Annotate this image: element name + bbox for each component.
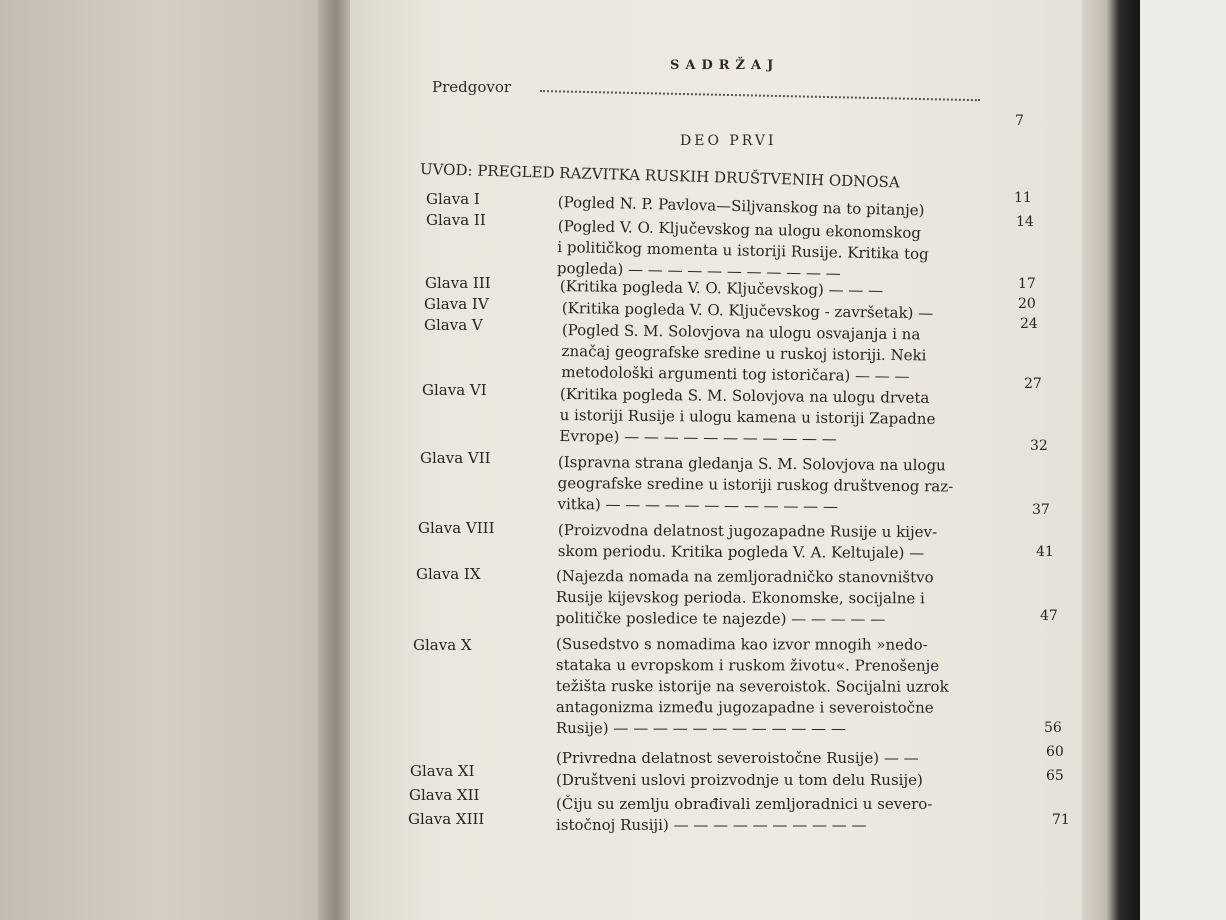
chapter-page: 37 xyxy=(1032,502,1050,518)
chapter-description: (Pogled S. M. Solovjova na ulogu osvajanja i na značaj geografske sredine u ruskoj istoriji. Neki metodološki argumenti tog istoričara) — — — xyxy=(561,320,927,386)
chapter-page: 60 xyxy=(1046,744,1064,760)
book-cover-edge xyxy=(1082,0,1144,920)
chapter-label: Glava IX xyxy=(416,565,481,583)
chapter-page: 17 xyxy=(1018,276,1036,292)
chapter-description: (Društveni uslovi proizvodnje u tom delu Rusije) xyxy=(556,771,923,789)
toc-title: SADRŽAJ xyxy=(670,58,780,73)
chapter-label: Glava I xyxy=(426,190,480,208)
chapter-page: 47 xyxy=(1040,608,1058,624)
chapter-page: 41 xyxy=(1036,544,1054,560)
chapter-page: 56 xyxy=(1044,720,1062,736)
preface-label: Predgovor xyxy=(432,78,512,96)
chapter-label: Glava III xyxy=(425,274,491,292)
chapter-label: Glava VIII xyxy=(418,519,495,537)
chapter-description: (Kritika pogleda V. O. Ključevskog - završetak) — xyxy=(561,298,934,323)
chapter-label: Glava XII xyxy=(409,786,480,804)
chapter-description: (Čiju su zemlju obrađivali zemljoradnici u severo- istočnoj Rusiji) — — — — — — — — — — xyxy=(556,795,933,834)
chapter-label: Glava X xyxy=(413,636,472,654)
chapter-page: 27 xyxy=(1024,376,1042,392)
left-page xyxy=(0,0,350,920)
intro-heading: UVOD: PREGLED RAZVITKA RUSKIH DRUŠTVENIH ODNOSA xyxy=(419,160,900,192)
backdrop xyxy=(1140,0,1226,920)
chapter-description: (Privredna delatnost severoistočne Rusije) — — xyxy=(556,749,919,767)
chapter-page: 20 xyxy=(1018,296,1036,312)
chapter-label: Glava IV xyxy=(424,295,489,313)
chapter-description: (Pogled V. O. Ključevskog na ulogu ekonomskog i političkog momenta u istoriji Rusije. Kritika tog pogleda) — — — — — — — — — — — xyxy=(556,216,929,283)
chapter-label: Glava XIII xyxy=(408,810,485,828)
chapter-label: Glava VI xyxy=(422,381,487,399)
chapter-description: (Proizvodna delatnost jugozapadne Rusije u kijev- skom periodu. Kritika pogleda V. A. Keltujale) — xyxy=(557,521,938,562)
chapter-label: Glava XI xyxy=(410,762,475,780)
chapter-description: (Pogled N. P. Pavlova—Siljvanskog na to pitanje) xyxy=(557,192,925,220)
chapter-page: 32 xyxy=(1030,438,1048,454)
chapter-description: (Susedstvo s nomadima kao izvor mnogih »nedo- stataka u evropskom i ruskom životu«. Prenošenje težišta ruske istorije na severoistok. Socijalni uzrok antagonizma između jugozapadne i severoistočne Rusije) — — — — — — — — — — — — xyxy=(555,635,949,738)
chapter-description: (Ispravna strana gledanja S. M. Solovjova na ulogu geografske sredine u istoriji ruskog društvenog raz- vitka) — — — — — — — — — — — — xyxy=(557,452,954,516)
chapter-page: 14 xyxy=(1016,214,1034,230)
chapter-label: Glava VII xyxy=(420,449,491,467)
chapter-page: 24 xyxy=(1020,316,1038,332)
part-title: DEO PRVI xyxy=(680,133,777,149)
intro-page: 11 xyxy=(1014,190,1032,206)
chapter-label: Glava V xyxy=(424,316,483,334)
chapter-label: Glava II xyxy=(426,211,486,229)
chapter-description: (Najezda nomada na zemljoradničko stanovništvo Rusije kijevskog perioda. Ekonomske, socijalne i političke posledice te najezde) — — — — — xyxy=(555,567,934,629)
preface-page: 7 xyxy=(1015,113,1024,129)
chapter-page: 65 xyxy=(1046,768,1064,784)
chapter-page: 71 xyxy=(1052,812,1070,828)
chapter-description: (Kritika pogleda V. O. Ključevskog) — — — xyxy=(559,276,884,300)
chapter-description: (Kritika pogleda S. M. Solovjova na ulogu drveta u istoriji Rusije i ulogu kamena u istoriji Zapadne Evrope) — — — — — — — — — — — xyxy=(559,384,936,448)
